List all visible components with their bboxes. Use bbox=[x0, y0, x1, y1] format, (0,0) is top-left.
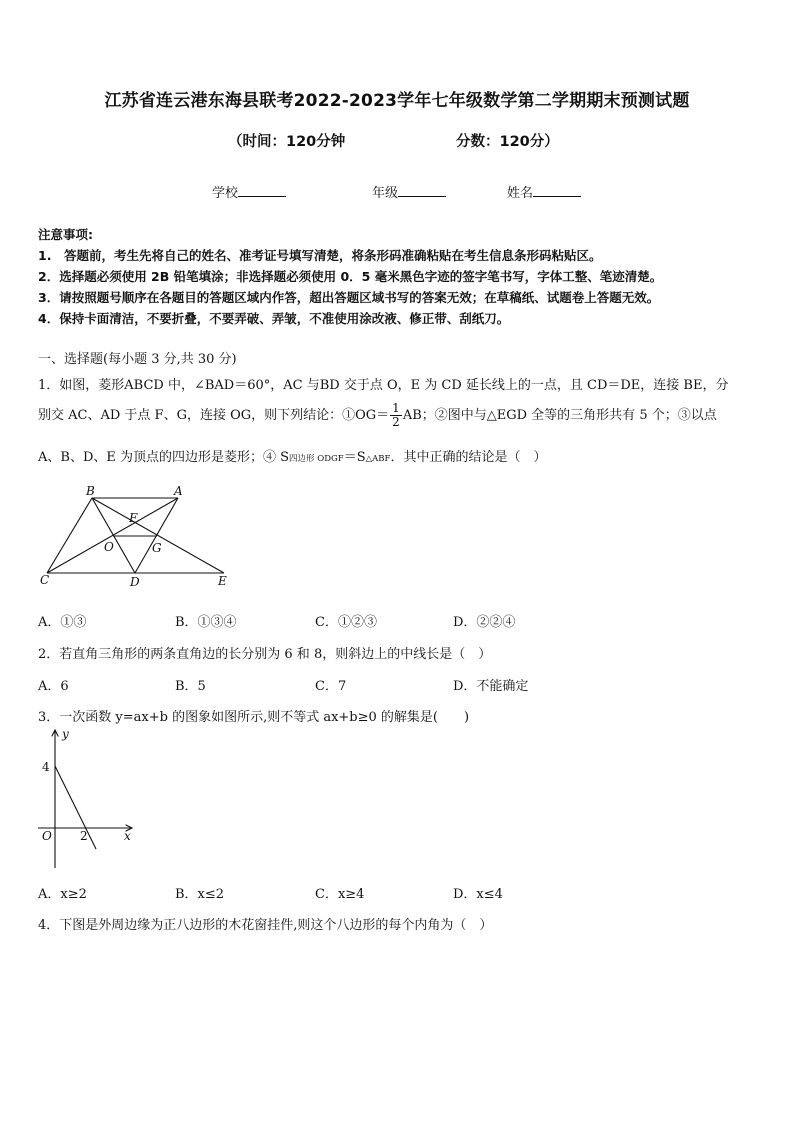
exam-score: 分数：120分） bbox=[456, 134, 559, 150]
fraction bbox=[390, 402, 402, 429]
subscript-triangle: △ABF bbox=[365, 454, 391, 464]
option-a[interactable]: A．x≥2 bbox=[38, 887, 87, 902]
function-line bbox=[55, 766, 96, 849]
subscript-quad: 四边形 ODGF bbox=[289, 454, 344, 464]
school-field bbox=[212, 182, 286, 201]
option-b[interactable]: B．x≤2 bbox=[175, 887, 225, 902]
q1-line2-start: 别交 AC、AD 于点 F、G，连接 OG，则下列结论：①OG＝ bbox=[38, 408, 390, 423]
y-axis-label: y bbox=[62, 727, 69, 741]
option-d[interactable]: D．②②④ bbox=[453, 615, 516, 630]
option-b[interactable]: B．5 bbox=[175, 679, 206, 694]
label-b: B bbox=[86, 484, 95, 498]
rhombus-lines bbox=[47, 498, 224, 573]
q1-line3-start: A、B、D、E 为顶点的四边形是菱形；④ S bbox=[38, 450, 290, 465]
option-d[interactable]: D．x≤4 bbox=[453, 887, 503, 902]
option-a[interactable]: A．①③ bbox=[38, 615, 87, 630]
section-heading: 一、选择题(每小题 3 分,共 30 分) bbox=[38, 352, 237, 367]
segment-bc bbox=[47, 498, 92, 573]
exam-time: （时间：120分钟 bbox=[228, 134, 346, 150]
q1-line2-end: AB；②图中与△EGD 全等的三角形共有 5 个；③以点 bbox=[402, 408, 717, 423]
label-a: A bbox=[174, 484, 183, 498]
note-item: 2．选择题必须使用 2B 铅笔填涂；非选择题必须使用 0．5 毫米黑色字迹的签字笔书写，字体工整、笔迹清楚。 bbox=[38, 269, 663, 284]
option-c[interactable]: C．①②③ bbox=[315, 615, 377, 630]
y-intercept-label: 4 bbox=[42, 760, 50, 774]
grade-blank[interactable] bbox=[398, 183, 446, 197]
label-f: F bbox=[129, 511, 138, 525]
x-axis-label: x bbox=[124, 829, 131, 843]
grade-field bbox=[372, 182, 446, 201]
q1-line1: 1．如图，菱形ABCD 中，∠BAD＝60°，AC 与BD 交于点 O，E 为 CD 延长线上的一点，且 CD＝DE，连接 BE，分 bbox=[38, 378, 729, 393]
note-item: 4．保持卡面清洁，不要折叠，不要弄破、弄皱，不准使用涂改液、修正带、刮纸刀。 bbox=[38, 311, 510, 326]
label-c: C bbox=[40, 573, 50, 587]
linear-function-graph bbox=[30, 724, 142, 870]
school-label: 学校 bbox=[212, 186, 239, 201]
q3-text: 3．一次函数 y=ax+b 的图象如图所示,则不等式 ax+b≥0 的解集是( ) bbox=[38, 710, 470, 725]
origin-label: O bbox=[42, 829, 52, 843]
grade-label: 年级 bbox=[372, 186, 399, 201]
q4-text: 4．下图是外周边缘为正八边形的木花窗挂件,则这个八边形的每个内角为（ ） bbox=[38, 918, 493, 933]
fraction-denominator: 2 bbox=[392, 415, 400, 429]
option-b[interactable]: B．①③④ bbox=[175, 615, 237, 630]
note-item: 3．请按照题号顺序在各题目的答题区域内作答，超出答题区域书写的答案无效；在草稿纸、试题卷上答题无效。 bbox=[38, 290, 660, 305]
label-d: D bbox=[130, 575, 140, 589]
q2-text: 2．若直角三角形的两条直角边的长分别为 6 和 8，则斜边上的中线长是（ ） bbox=[38, 647, 492, 662]
name-field bbox=[507, 182, 581, 201]
q1-line3 bbox=[38, 446, 546, 465]
label-g: G bbox=[152, 541, 162, 555]
q1-line2 bbox=[38, 402, 717, 429]
school-blank[interactable] bbox=[238, 183, 286, 197]
rhombus-figure bbox=[36, 484, 236, 590]
option-c[interactable]: C．7 bbox=[315, 679, 347, 694]
q1-line3-end: ．其中正确的结论是（ ） bbox=[390, 450, 547, 465]
name-label: 姓名 bbox=[507, 186, 534, 201]
label-e: E bbox=[218, 574, 227, 588]
notes-heading: 注意事项: bbox=[38, 227, 93, 242]
option-d[interactable]: D．不能确定 bbox=[453, 679, 529, 694]
fraction-numerator: 1 bbox=[392, 401, 400, 415]
q1-line3-mid: ＝S bbox=[343, 450, 366, 465]
option-a[interactable]: A．6 bbox=[38, 679, 69, 694]
x-intercept-label: 2 bbox=[80, 829, 88, 843]
page-title: 江苏省连云港东海县联考2022-2023学年七年级数学第二学期期末预测试题 bbox=[104, 91, 690, 111]
notes-block bbox=[38, 224, 662, 329]
option-c[interactable]: C．x≥4 bbox=[315, 887, 365, 902]
label-o: O bbox=[104, 540, 114, 554]
note-item: 1. 答题前，考生先将自己的姓名、准考证号填写清楚，将条形码准确粘贴在考生信息条形码粘贴区。 bbox=[38, 248, 602, 263]
name-blank[interactable] bbox=[533, 183, 581, 197]
